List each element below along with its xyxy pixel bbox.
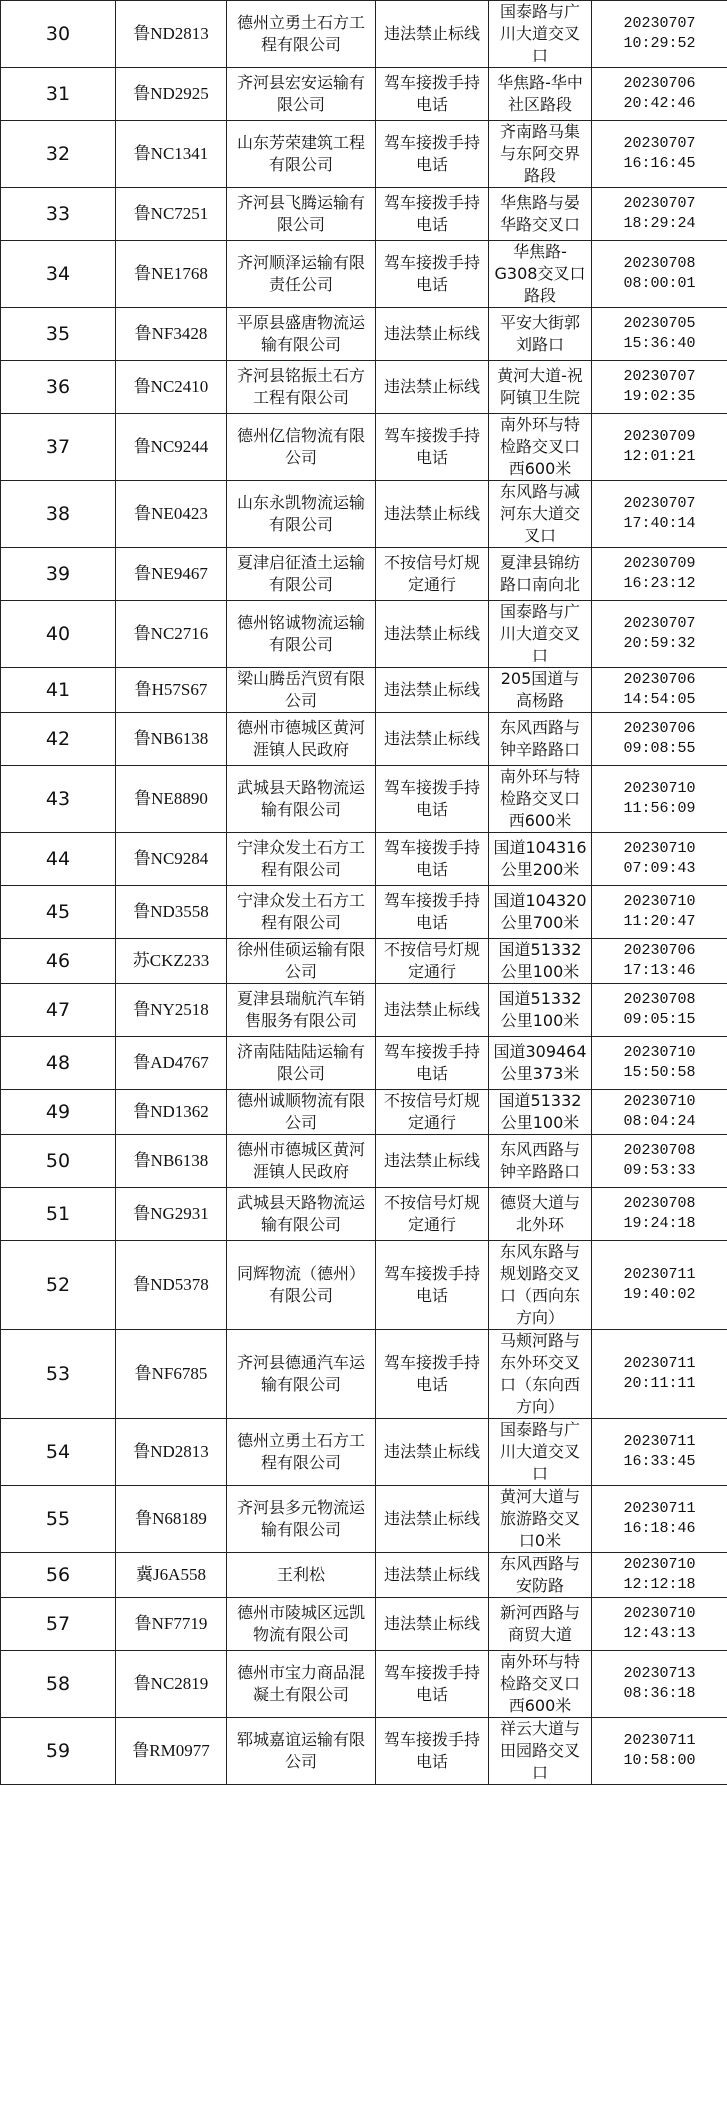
row-number: 33: [1, 188, 116, 241]
table-row: [1, 308, 727, 361]
plate-number: 鲁N68189: [116, 1486, 227, 1553]
violation-type: 违法禁止标线: [376, 713, 489, 766]
location: 马颊河路与东外环交叉口（东向西方向）: [489, 1330, 592, 1419]
location: 德贤大道与北外环: [489, 1188, 592, 1241]
company-name: 夏津启征渣土运输有限公司: [227, 548, 376, 601]
location: 国道104320公里700米: [489, 886, 592, 939]
violation-time: 20230707 18:29:24: [592, 188, 727, 241]
location: 华焦路与晏华路交叉口: [489, 188, 592, 241]
violation-time: 20230711 20:11:11: [592, 1330, 727, 1419]
company-name: 齐河县飞腾运输有限公司: [227, 188, 376, 241]
violation-time: 20230708 09:05:15: [592, 984, 727, 1037]
company-name: 宁津众发土石方工程有限公司: [227, 833, 376, 886]
table-row: [1, 68, 727, 121]
violation-time: 20230710 12:12:18: [592, 1553, 727, 1598]
violation-type: 驾车接拨手持电话: [376, 188, 489, 241]
table-row: [1, 1330, 727, 1419]
company-name: 宁津众发土石方工程有限公司: [227, 886, 376, 939]
table-row: [1, 188, 727, 241]
row-number: 39: [1, 548, 116, 601]
plate-number: 鲁ND2813: [116, 1, 227, 68]
plate-number: 鲁NC7251: [116, 188, 227, 241]
violation-time: 20230707 19:02:35: [592, 361, 727, 414]
row-number: 42: [1, 713, 116, 766]
company-name: 德州市德城区黄河涯镇人民政府: [227, 713, 376, 766]
location: 祥云大道与田园路交叉口: [489, 1718, 592, 1785]
violation-type: 不按信号灯规定通行: [376, 548, 489, 601]
location: 齐南路马集与东阿交界路段: [489, 121, 592, 188]
company-name: 齐河县德通汽车运输有限公司: [227, 1330, 376, 1419]
location: 华焦路-华中社区路段: [489, 68, 592, 121]
violation-type: 违法禁止标线: [376, 481, 489, 548]
violation-time: 20230707 17:40:14: [592, 481, 727, 548]
plate-number: 冀J6A558: [116, 1553, 227, 1598]
violation-type: 驾车接拨手持电话: [376, 121, 489, 188]
violation-time: 20230710 12:43:13: [592, 1598, 727, 1651]
plate-number: 鲁ND1362: [116, 1090, 227, 1135]
plate-number: 鲁NF3428: [116, 308, 227, 361]
row-number: 49: [1, 1090, 116, 1135]
plate-number: 鲁ND5378: [116, 1241, 227, 1330]
violation-type: 驾车接拨手持电话: [376, 1651, 489, 1718]
row-number: 55: [1, 1486, 116, 1553]
violation-time: 20230708 19:24:18: [592, 1188, 727, 1241]
location: 东风西路与钟辛路路口: [489, 1135, 592, 1188]
violation-type: 违法禁止标线: [376, 984, 489, 1037]
location: 平安大街郭刘路口: [489, 308, 592, 361]
violation-type: 违法禁止标线: [376, 361, 489, 414]
violation-time: 20230710 08:04:24: [592, 1090, 727, 1135]
row-number: 43: [1, 766, 116, 833]
violation-type: 驾车接拨手持电话: [376, 886, 489, 939]
location: 南外环与特检路交叉口西600米: [489, 414, 592, 481]
plate-number: 鲁NC2410: [116, 361, 227, 414]
company-name: 德州铭诚物流运输有限公司: [227, 601, 376, 668]
row-number: 36: [1, 361, 116, 414]
row-number: 50: [1, 1135, 116, 1188]
row-number: 56: [1, 1553, 116, 1598]
company-name: 武城县天路物流运输有限公司: [227, 766, 376, 833]
violation-time: 20230708 08:00:01: [592, 241, 727, 308]
row-number: 48: [1, 1037, 116, 1090]
violation-time: 20230711 19:40:02: [592, 1241, 727, 1330]
table-row: [1, 1090, 727, 1135]
table-body: [1, 1, 727, 1785]
violation-type: 驾车接拨手持电话: [376, 1037, 489, 1090]
plate-number: 鲁NC9244: [116, 414, 227, 481]
plate-number: 鲁NE1768: [116, 241, 227, 308]
row-number: 38: [1, 481, 116, 548]
violation-time: 20230710 11:56:09: [592, 766, 727, 833]
row-number: 30: [1, 1, 116, 68]
location: 国泰路与广川大道交叉口: [489, 601, 592, 668]
location: 205国道与高杨路: [489, 668, 592, 713]
violation-time: 20230706 20:42:46: [592, 68, 727, 121]
row-number: 54: [1, 1419, 116, 1486]
violation-time: 20230709 16:23:12: [592, 548, 727, 601]
plate-number: 鲁NY2518: [116, 984, 227, 1037]
location: 南外环与特检路交叉口西600米: [489, 766, 592, 833]
row-number: 34: [1, 241, 116, 308]
row-number: 31: [1, 68, 116, 121]
table-row: [1, 1598, 727, 1651]
company-name: 梁山腾岳汽贸有限公司: [227, 668, 376, 713]
company-name: 武城县天路物流运输有限公司: [227, 1188, 376, 1241]
row-number: 37: [1, 414, 116, 481]
company-name: 齐河顺泽运输有限责任公司: [227, 241, 376, 308]
violation-time: 20230707 10:29:52: [592, 1, 727, 68]
plate-number: 鲁ND2813: [116, 1419, 227, 1486]
table-row: [1, 886, 727, 939]
table-row: [1, 939, 727, 984]
violation-time: 20230710 07:09:43: [592, 833, 727, 886]
company-name: 德州亿信物流有限公司: [227, 414, 376, 481]
location: 南外环与特检路交叉口西600米: [489, 1651, 592, 1718]
table-row: [1, 984, 727, 1037]
row-number: 51: [1, 1188, 116, 1241]
table-row: [1, 1553, 727, 1598]
table-row: [1, 481, 727, 548]
location: 国道51332公里100米: [489, 939, 592, 984]
location: 国道51332公里100米: [489, 1090, 592, 1135]
table-row: [1, 1486, 727, 1553]
table-row: [1, 414, 727, 481]
table-row: [1, 601, 727, 668]
table-row: [1, 1135, 727, 1188]
violation-time: 20230711 16:33:45: [592, 1419, 727, 1486]
row-number: 46: [1, 939, 116, 984]
violation-type: 违法禁止标线: [376, 1553, 489, 1598]
plate-number: 鲁NC9284: [116, 833, 227, 886]
violation-time: 20230706 14:54:05: [592, 668, 727, 713]
table-row: [1, 1718, 727, 1785]
violation-type: 驾车接拨手持电话: [376, 1241, 489, 1330]
violation-time: 20230710 11:20:47: [592, 886, 727, 939]
table-row: [1, 1651, 727, 1718]
company-name: 王利松: [227, 1553, 376, 1598]
company-name: 德州市宝力商品混凝土有限公司: [227, 1651, 376, 1718]
table-row: [1, 121, 727, 188]
violation-type: 驾车接拨手持电话: [376, 1330, 489, 1419]
violation-time: 20230711 16:18:46: [592, 1486, 727, 1553]
violation-type: 驾车接拨手持电话: [376, 1718, 489, 1785]
plate-number: 鲁NE0423: [116, 481, 227, 548]
location: 国道104316公里200米: [489, 833, 592, 886]
company-name: 徐州佳硕运输有限公司: [227, 939, 376, 984]
company-name: 夏津县瑞航汽车销售服务有限公司: [227, 984, 376, 1037]
violation-type: 违法禁止标线: [376, 1135, 489, 1188]
location: 国泰路与广川大道交叉口: [489, 1, 592, 68]
plate-number: 鲁NB6138: [116, 1135, 227, 1188]
plate-number: 鲁NC1341: [116, 121, 227, 188]
plate-number: 鲁ND2925: [116, 68, 227, 121]
plate-number: 鲁NB6138: [116, 713, 227, 766]
plate-number: 鲁NE8890: [116, 766, 227, 833]
company-name: 齐河县多元物流运输有限公司: [227, 1486, 376, 1553]
violation-type: 违法禁止标线: [376, 1, 489, 68]
plate-number: 鲁AD4767: [116, 1037, 227, 1090]
table-row: [1, 548, 727, 601]
company-name: 德州市德城区黄河涯镇人民政府: [227, 1135, 376, 1188]
company-name: 山东永凯物流运输有限公司: [227, 481, 376, 548]
row-number: 58: [1, 1651, 116, 1718]
violation-type: 违法禁止标线: [376, 1419, 489, 1486]
location: 国道51332公里100米: [489, 984, 592, 1037]
location: 东风西路与钟辛路路口: [489, 713, 592, 766]
plate-number: 鲁NC2716: [116, 601, 227, 668]
table-row: [1, 1, 727, 68]
location: 黄河大道与旅游路交叉口0米: [489, 1486, 592, 1553]
location: 黄河大道-祝阿镇卫生院: [489, 361, 592, 414]
plate-number: 鲁NF6785: [116, 1330, 227, 1419]
row-number: 45: [1, 886, 116, 939]
violation-time: 20230707 16:16:45: [592, 121, 727, 188]
violation-type: 不按信号灯规定通行: [376, 939, 489, 984]
violation-time: 20230708 09:53:33: [592, 1135, 727, 1188]
table-row: [1, 668, 727, 713]
plate-number: 鲁ND3558: [116, 886, 227, 939]
violation-type: 驾车接拨手持电话: [376, 766, 489, 833]
location: 夏津县锦纺路口南向北: [489, 548, 592, 601]
row-number: 53: [1, 1330, 116, 1419]
table-row: [1, 833, 727, 886]
location: 华焦路-G308交叉口路段: [489, 241, 592, 308]
table-row: [1, 1241, 727, 1330]
plate-number: 鲁H57S67: [116, 668, 227, 713]
table-row: [1, 361, 727, 414]
row-number: 41: [1, 668, 116, 713]
violation-time: 20230709 12:01:21: [592, 414, 727, 481]
location: 东风东路与规划路交叉口（西向东方向）: [489, 1241, 592, 1330]
company-name: 济南陆陆陆运输有限公司: [227, 1037, 376, 1090]
violation-type: 违法禁止标线: [376, 308, 489, 361]
violation-type: 不按信号灯规定通行: [376, 1188, 489, 1241]
company-name: 平原县盛唐物流运输有限公司: [227, 308, 376, 361]
violation-time: 20230711 10:58:00: [592, 1718, 727, 1785]
plate-number: 鲁NE9467: [116, 548, 227, 601]
company-name: 同辉物流（德州）有限公司: [227, 1241, 376, 1330]
row-number: 40: [1, 601, 116, 668]
violation-type: 驾车接拨手持电话: [376, 68, 489, 121]
violation-type: 违法禁止标线: [376, 1486, 489, 1553]
plate-number: 鲁NC2819: [116, 1651, 227, 1718]
table-row: [1, 1188, 727, 1241]
plate-number: 苏CKZ233: [116, 939, 227, 984]
violation-time: 20230705 15:36:40: [592, 308, 727, 361]
company-name: 德州立勇土石方工程有限公司: [227, 1419, 376, 1486]
row-number: 35: [1, 308, 116, 361]
company-name: 德州诚顺物流有限公司: [227, 1090, 376, 1135]
table-row: [1, 713, 727, 766]
table-row: [1, 1037, 727, 1090]
plate-number: 鲁NF7719: [116, 1598, 227, 1651]
location: 国道309464公里373米: [489, 1037, 592, 1090]
company-name: 德州立勇土石方工程有限公司: [227, 1, 376, 68]
location: 东风西路与安防路: [489, 1553, 592, 1598]
violation-type: 违法禁止标线: [376, 1598, 489, 1651]
company-name: 山东芳荣建筑工程有限公司: [227, 121, 376, 188]
row-number: 59: [1, 1718, 116, 1785]
row-number: 47: [1, 984, 116, 1037]
location: 国泰路与广川大道交叉口: [489, 1419, 592, 1486]
row-number: 52: [1, 1241, 116, 1330]
row-number: 44: [1, 833, 116, 886]
plate-number: 鲁NG2931: [116, 1188, 227, 1241]
plate-number: 鲁RM0977: [116, 1718, 227, 1785]
violation-type: 驾车接拨手持电话: [376, 241, 489, 308]
location: 东风路与减河东大道交叉口: [489, 481, 592, 548]
violation-time: 20230706 09:08:55: [592, 713, 727, 766]
violation-time: 20230706 17:13:46: [592, 939, 727, 984]
violation-time: 20230707 20:59:32: [592, 601, 727, 668]
company-name: 齐河县铭振土石方工程有限公司: [227, 361, 376, 414]
violation-type: 驾车接拨手持电话: [376, 414, 489, 481]
row-number: 57: [1, 1598, 116, 1651]
violation-time: 20230710 15:50:58: [592, 1037, 727, 1090]
company-name: 德州市陵城区远凯物流有限公司: [227, 1598, 376, 1651]
table-row: [1, 241, 727, 308]
company-name: 郓城嘉谊运输有限公司: [227, 1718, 376, 1785]
table-row: [1, 1419, 727, 1486]
violation-type: 违法禁止标线: [376, 601, 489, 668]
row-number: 32: [1, 121, 116, 188]
location: 新河西路与商贸大道: [489, 1598, 592, 1651]
violation-type: 不按信号灯规定通行: [376, 1090, 489, 1135]
violation-type: 违法禁止标线: [376, 668, 489, 713]
company-name: 齐河县宏安运输有限公司: [227, 68, 376, 121]
violation-time: 20230713 08:36:18: [592, 1651, 727, 1718]
violation-type: 驾车接拨手持电话: [376, 833, 489, 886]
table-row: [1, 766, 727, 833]
